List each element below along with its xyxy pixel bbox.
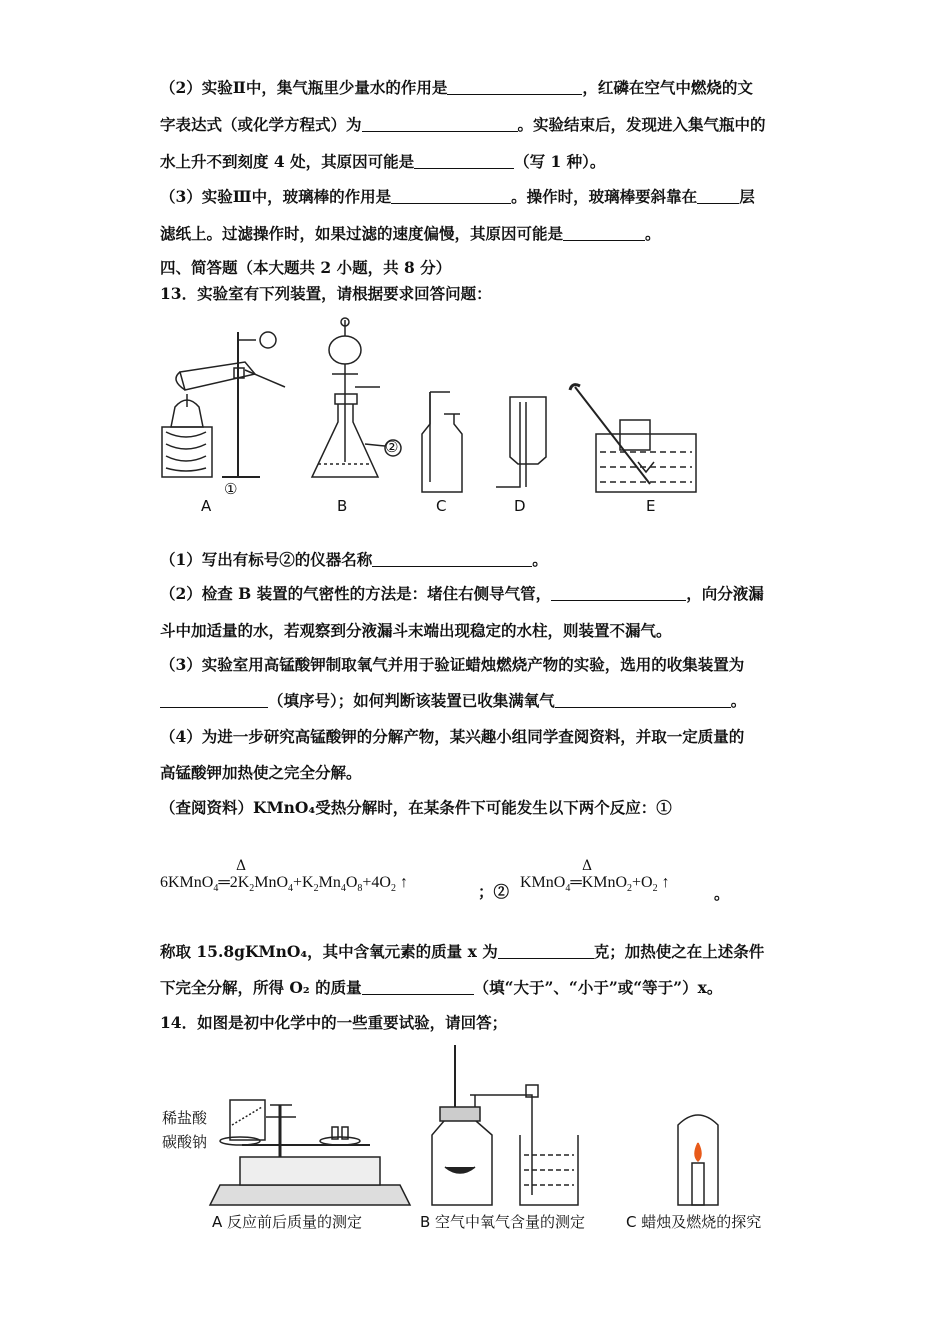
q13-4-line2: 高锰酸钾加热使之完全分解。 xyxy=(160,763,362,782)
label-d: D xyxy=(514,497,526,515)
apparatus-a xyxy=(162,332,285,477)
answer-blank[interactable] xyxy=(697,188,739,204)
marker-2: ② xyxy=(385,438,399,456)
caption-a: A 反应前后质量的测定 xyxy=(212,1213,363,1231)
q13-4-line1: （4）为进一步研究高锰酸钾的分解产物，某兴趣小组同学查阅资料，并取一定质量的 xyxy=(160,727,745,746)
balance-apparatus xyxy=(210,1100,410,1205)
q13-1: （1）写出有标号②的仪器名称 。 xyxy=(160,550,548,569)
label-sodium-carbonate: 碳酸钠 xyxy=(162,1133,208,1151)
answer-blank[interactable] xyxy=(563,225,645,241)
equation-separator: ；② xyxy=(478,882,510,901)
q13-2-line2: 斗中加适量的水，若观察到分液漏斗末端出现稳定的水柱，则装置不漏气。 xyxy=(160,621,672,640)
delta-symbol-2: Δ xyxy=(582,858,593,874)
question-14: 14．如图是初中化学中的一些重要试验，请回答； xyxy=(160,1013,508,1032)
reference-material: （查阅资料）KMnO₄受热分解时，在某条件下可能发生以下两个反应：① xyxy=(160,798,672,817)
label-dilute-hcl: 稀盐酸 xyxy=(162,1109,208,1127)
q12-2-line2: 字表达式（或化学方程式）为 。实验结束后，发现进入集气瓶中的 xyxy=(160,115,766,134)
label-c: C xyxy=(436,497,447,515)
q13-3-line2: （填序号）；如何判断该装置已收集满氧气 。 xyxy=(160,691,746,711)
figure-14-experiments xyxy=(160,1045,780,1220)
candle-apparatus xyxy=(678,1115,718,1205)
q12-2-line1: （2）实验Ⅱ中，集气瓶里少量水的作用是 ，红磷在空气中燃烧的文 xyxy=(160,78,753,97)
equation-2: $KMnO_4═KMnO_2+O_2$ ↑ xyxy=(520,874,670,895)
figure-13-apparatus xyxy=(160,312,720,522)
answer-blank[interactable] xyxy=(391,188,511,204)
oxygen-content-apparatus xyxy=(432,1045,578,1205)
delta-symbol-1: Δ xyxy=(236,858,247,874)
equation-end: 。 xyxy=(714,884,730,903)
caption-b: B 空气中氧气含量的测定 xyxy=(420,1213,586,1231)
q13-2-line1: （2）检查 B 装置的气密性的方法是：堵住右侧导气管， ，向分液漏 xyxy=(160,584,764,603)
apparatus-d xyxy=(496,397,546,487)
answer-blank[interactable] xyxy=(372,551,532,567)
answer-blank[interactable] xyxy=(414,153,514,169)
answer-blank[interactable] xyxy=(551,585,686,601)
question-13: 13．实验室有下列装置，请根据要求回答问题： xyxy=(160,284,492,303)
equation-1: $6KMnO_4═2K_2MnO_4+K_2Mn_4O_8+4O_2$ ↑ xyxy=(160,874,408,895)
label-e: E xyxy=(646,497,656,515)
label-a: A xyxy=(201,497,212,515)
answer-blank[interactable] xyxy=(362,116,518,132)
label-b: B xyxy=(337,497,348,515)
apparatus-e xyxy=(570,385,696,492)
q12-3-line1: （3）实验Ⅲ中，玻璃棒的作用是 。操作时，玻璃棒要斜靠在 层 xyxy=(160,187,755,206)
answer-blank[interactable] xyxy=(362,979,474,995)
caption-c: C 蜡烛及燃烧的探究 xyxy=(626,1213,762,1231)
answer-blank[interactable] xyxy=(447,79,582,95)
q12-2-line3: 水上升不到刻度 4 处，其原因可能是 （写 1 种）。 xyxy=(160,152,606,171)
apparatus-c xyxy=(422,392,462,492)
marker-1: ① xyxy=(224,480,238,498)
section-four-heading: 四、简答题（本大题共 2 小题，共 8 分） xyxy=(160,258,452,277)
decompose-line: 下完全分解，所得 O₂ 的质量 （填“大于”、“小于”或“等于”）x。 xyxy=(160,978,723,997)
answer-blank[interactable] xyxy=(555,692,731,708)
q13-3-line1: （3）实验室用高锰酸钾制取氧气并用于验证蜡烛燃烧产物的实验，选用的收集装置为 xyxy=(160,655,745,674)
q12-3-line2: 滤纸上。过滤操作时，如果过滤的速度偏慢，其原因可能是 。 xyxy=(160,224,661,243)
answer-blank[interactable] xyxy=(160,692,268,708)
weigh-line: 称取 15.8gKMnO₄，其中含氧元素的质量 x 为 克；加热使之在上述条件 xyxy=(160,942,765,961)
answer-blank[interactable] xyxy=(498,943,594,959)
